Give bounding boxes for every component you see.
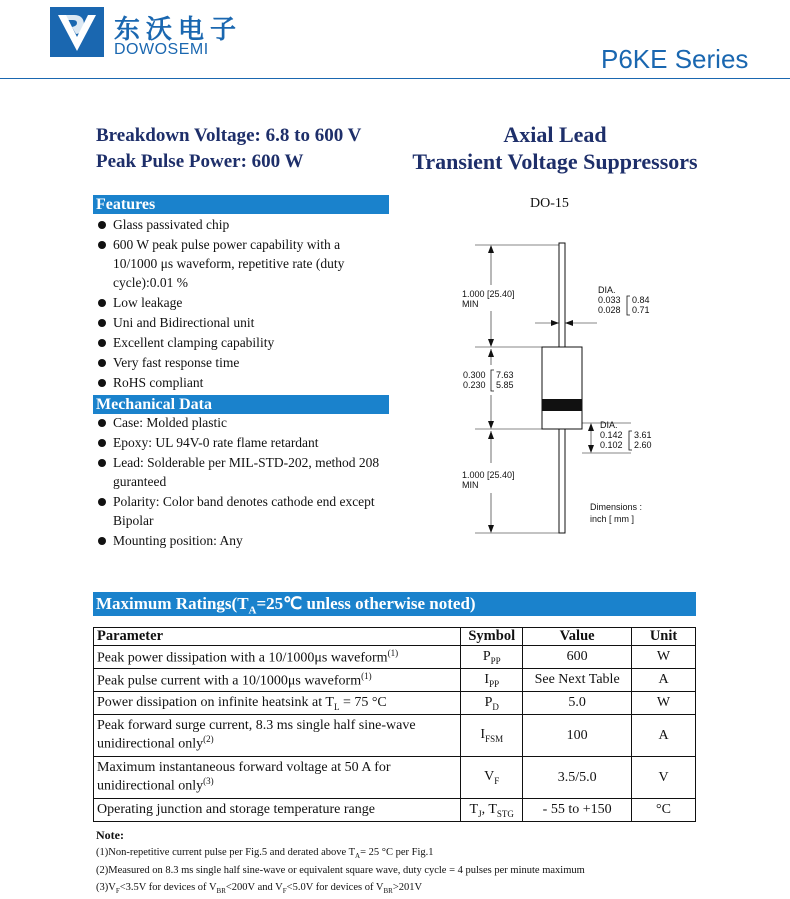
table-row: [94, 692, 696, 715]
list-item: Very fast response time: [97, 353, 387, 372]
wire-dia-in-2: 0.028: [598, 305, 621, 315]
parameter-cell: Maximum instantaneous forward voltage at 50 A for unidirectional only$^{(3)}$: [94, 757, 461, 799]
value-cell: 600: [523, 646, 632, 669]
lead-length-bottom-1: 1.000 [25.40]: [462, 470, 515, 480]
mechanical-data-heading: Mechanical Data: [93, 395, 389, 414]
list-item: Case: Molded plastic: [97, 413, 387, 432]
value-cell: 3.5/5.0: [523, 757, 632, 799]
symbol-cell: $V_F$: [461, 757, 523, 799]
value-cell: 5.0: [523, 692, 632, 715]
note-2: (2)Measured on 8.3 ms single half sine-wave or equivalent square wave, duty cycle = 4 pulses per minute maximum: [96, 865, 585, 876]
parameter-cell: Peak power dissipation with a 10/1000μs waveform$^{(1)}$: [94, 646, 461, 669]
brand-name-chinese: 东沃电子: [114, 15, 243, 45]
list-item: RoHS compliant: [97, 373, 387, 392]
list-item: Glass passivated chip: [97, 215, 387, 234]
unit-cell: A: [632, 669, 696, 692]
symbol-cell: $P_D$: [461, 692, 523, 715]
lead-length-top-2: MIN: [462, 299, 479, 309]
parameter-cell: Peak forward surge current, 8.3 ms single half sine-wave unidirectional only$^{(2)}$: [94, 715, 461, 757]
body-dia-mm-1: 3.61: [634, 430, 652, 440]
breakdown-voltage-spec: Breakdown Voltage: 6.8 to 600 V: [96, 125, 362, 146]
header-divider: [0, 78, 790, 79]
list-item: Low leakage: [97, 293, 387, 312]
symbol-cell: $T_J$, $T_{STG}$: [461, 799, 523, 822]
table-header-row: [94, 628, 696, 646]
value-cell: See Next Table: [523, 669, 632, 692]
column-header-symbol: Symbol: [461, 628, 523, 646]
body-length-in-2: 0.230: [463, 380, 486, 390]
product-title-line2: Transient Voltage Suppressors: [412, 149, 698, 174]
body-dia-in-1: 0.142: [600, 430, 623, 440]
parameter-cell: Power dissipation on infinite heatsink at $T_L = 75$ °C: [94, 692, 461, 715]
table-row: [94, 757, 696, 799]
dimensions-note-2: inch [ mm ]: [590, 514, 635, 524]
list-item: Polarity: Color band denotes cathode end except Bipolar: [97, 492, 387, 530]
wire-dia-mm-2: 0.71: [632, 305, 650, 315]
list-item: Lead: Solderable per MIL-STD-202, method 208 guranteed: [97, 453, 387, 491]
table-row: [94, 715, 696, 757]
symbol-cell: $P_{PP}$: [461, 646, 523, 669]
brand-name-english: DOWOSEMI: [114, 41, 209, 58]
peak-pulse-power-spec: Peak Pulse Power: 600 W: [96, 151, 304, 172]
wire-dia-in-1: 0.033: [598, 295, 621, 305]
dowosemi-logo-icon: [50, 7, 104, 57]
wire-dia-label: DIA.: [598, 285, 616, 295]
body-length-mm-2: 5.85: [496, 380, 514, 390]
maximum-ratings-table: [93, 627, 696, 822]
body-dia-label: DIA.: [600, 420, 618, 430]
parameter-cell: Peak pulse current with a 10/1000μs waveform$^{(1)}$: [94, 669, 461, 692]
symbol-cell: $I_{PP}$: [461, 669, 523, 692]
column-header-parameter: Parameter: [94, 628, 461, 646]
list-item: Excellent clamping capability: [97, 333, 387, 352]
package-name: DO-15: [530, 196, 569, 211]
table-row: [94, 646, 696, 669]
list-item: 600 W peak pulse power capability with a 10/1000 μs waveform, repetitive rate (duty cycle):0.01 %: [97, 235, 387, 292]
lead-length-bottom-2: MIN: [462, 480, 479, 490]
table-row: [94, 799, 696, 822]
features-list: [97, 215, 387, 393]
value-cell: 100: [523, 715, 632, 757]
body-dia-in-2: 0.102: [600, 440, 623, 450]
list-item: Mounting position: Any: [97, 531, 387, 550]
series-title: P6KE Series: [601, 44, 749, 74]
body-dia-mm-2: 2.60: [634, 440, 652, 450]
notes-title: Note:: [96, 828, 124, 842]
unit-cell: °C: [632, 799, 696, 822]
column-header-value: Value: [523, 628, 632, 646]
list-item: Uni and Bidirectional unit: [97, 313, 387, 332]
maximum-ratings-heading: Maximum $Ratings(T_A=25℃$ unless otherwise noted): [93, 592, 696, 616]
product-title-line1: Axial Lead: [503, 122, 607, 147]
lead-length-top-1: 1.000 [25.40]: [462, 289, 515, 299]
parameter-cell: Operating junction and storage temperature range: [94, 799, 461, 822]
body-length-in-1: 0.300: [463, 370, 486, 380]
note-3: $(3)V_F<3.5V$ for devices of $V_{BR}<200V$ and $V_F<5.0V$ for devices of $V_{BR}>201V$: [96, 882, 423, 896]
wire-dia-mm-1: 0.84: [632, 295, 650, 305]
symbol-cell: $I_{FSM}$: [461, 715, 523, 757]
do15-package-drawing: [455, 235, 670, 535]
column-header-unit: Unit: [632, 628, 696, 646]
list-item: Epoxy: UL 94V-0 rate flame retardant: [97, 433, 387, 452]
dimensions-note-1: Dimensions :: [590, 502, 643, 512]
value-cell: - 55 to +150: [523, 799, 632, 822]
table-row: [94, 669, 696, 692]
unit-cell: W: [632, 692, 696, 715]
body-length-mm-1: 7.63: [496, 370, 514, 380]
mechanical-list: [97, 413, 387, 551]
unit-cell: V: [632, 757, 696, 799]
unit-cell: A: [632, 715, 696, 757]
features-heading: Features: [93, 195, 389, 214]
note-1: (1)Non-repetitive current pulse per Fig.5 and derated above $T_A= 25$ °C per Fig.1: [96, 847, 434, 861]
unit-cell: W: [632, 646, 696, 669]
